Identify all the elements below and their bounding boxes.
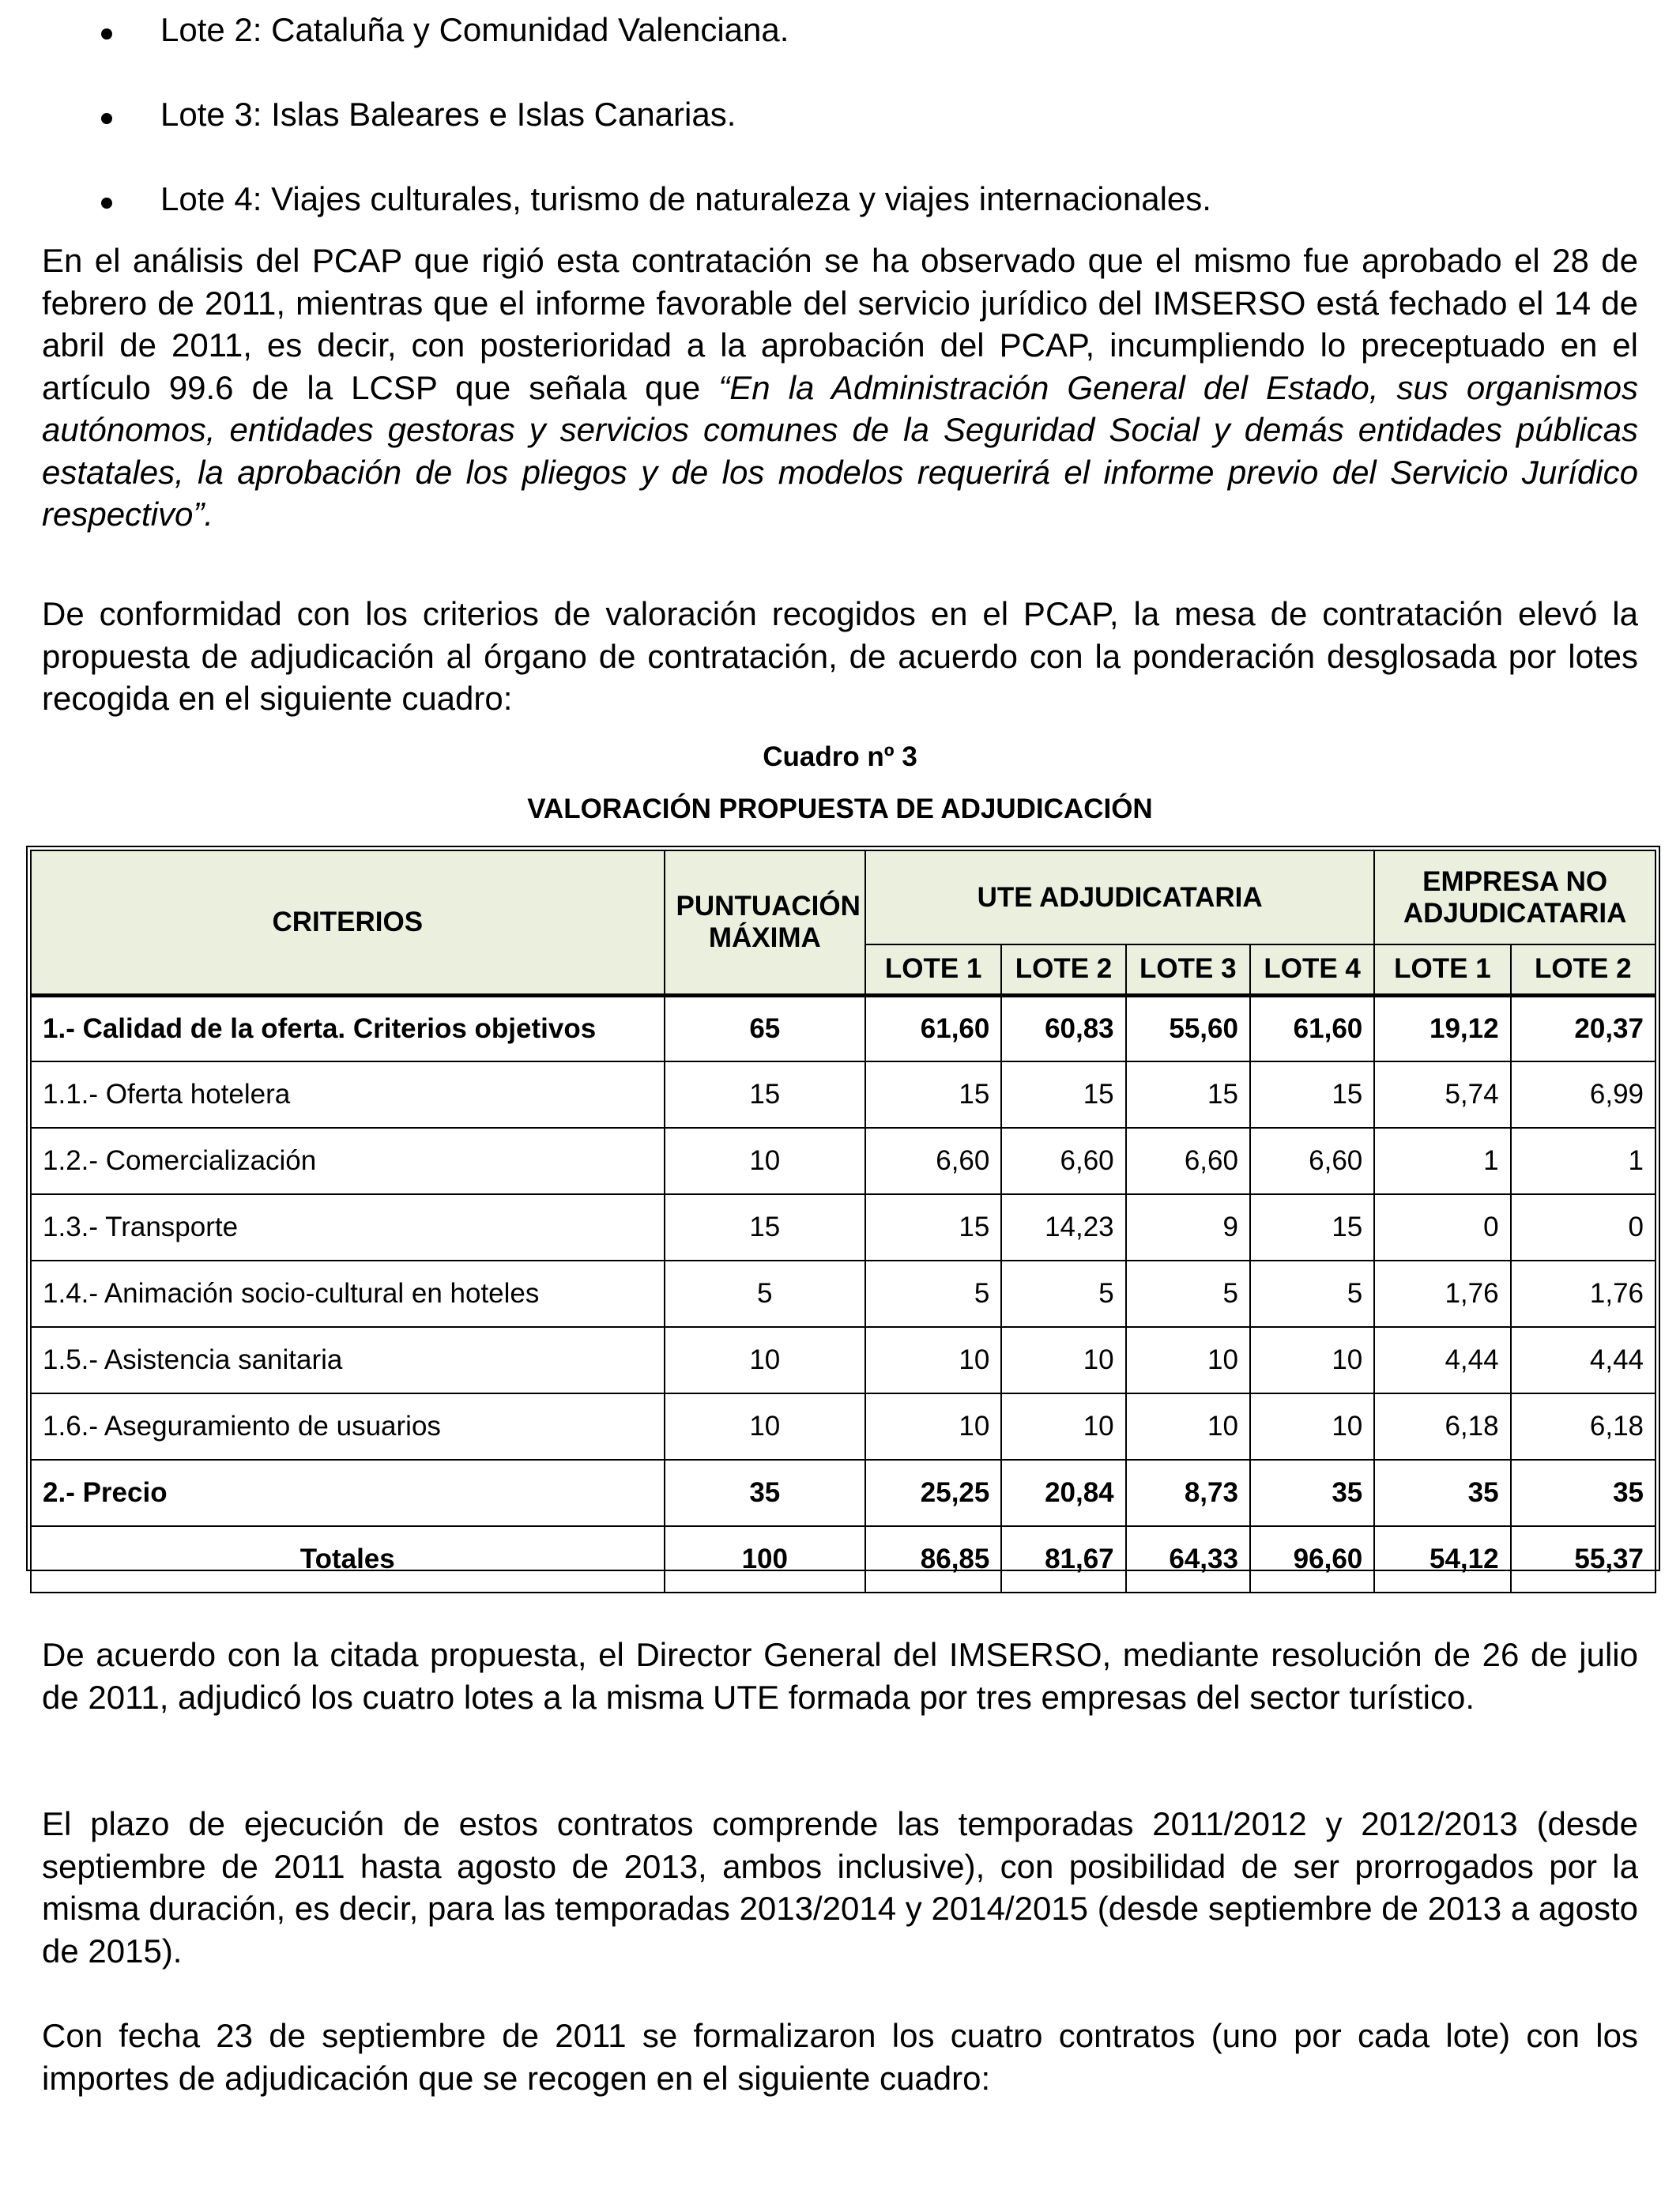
row-label: 1.2.- Comercialización — [31, 1128, 665, 1194]
row-label: 1.3.- Transporte — [31, 1194, 665, 1261]
cell-empresa-lote-1: 1 — [1374, 1128, 1510, 1194]
cell-ute-lote-3: 55,60 — [1126, 995, 1250, 1061]
cell-empresa-lote-1: 35 — [1374, 1460, 1510, 1526]
header-ute-lote-2: LOTE 2 — [1001, 944, 1125, 995]
cell-empresa-lote-2: 4,44 — [1511, 1327, 1656, 1393]
cell-ute-lote-1: 5 — [865, 1261, 1001, 1327]
header-criterios: CRITERIOS — [31, 850, 665, 995]
cell-empresa-lote-1: 6,18 — [1374, 1393, 1510, 1460]
table-row — [31, 1061, 1656, 1128]
cell-ute-lote-4: 5 — [1250, 1261, 1374, 1327]
cell-empresa-lote-2: 6,18 — [1511, 1393, 1656, 1460]
row-puntuacion-maxima: 5 — [665, 1261, 865, 1327]
header-ute-lote-1: LOTE 1 — [865, 944, 1001, 995]
row-label: 2.- Precio — [31, 1460, 665, 1526]
row-puntuacion-maxima: 100 — [665, 1526, 865, 1593]
table-row — [31, 1393, 1656, 1460]
cell-ute-lote-3: 64,33 — [1126, 1526, 1250, 1593]
header-empresa-lote-1: LOTE 1 — [1374, 944, 1510, 995]
header-ute-adjudicataria: UTE ADJUDICATARIA — [865, 850, 1374, 944]
cell-empresa-lote-1: 4,44 — [1374, 1327, 1510, 1393]
cell-ute-lote-1: 6,60 — [865, 1128, 1001, 1194]
row-puntuacion-maxima: 10 — [665, 1128, 865, 1194]
cell-ute-lote-2: 14,23 — [1001, 1194, 1125, 1261]
table-row — [31, 1460, 1656, 1526]
table-row — [31, 1194, 1656, 1261]
bullet-icon — [101, 198, 112, 209]
cell-ute-lote-1: 86,85 — [865, 1526, 1001, 1593]
cell-ute-lote-1: 61,60 — [865, 995, 1001, 1061]
header-puntuacion-maxima: PUNTUACIÓN MÁXIMA — [665, 850, 865, 995]
table-caption-title: VALORACIÓN PROPUESTA DE ADJUDICACIÓN — [527, 794, 1153, 824]
header-empresa-lote-2: LOTE 2 — [1511, 944, 1656, 995]
quote-lcsp: “En la Administración General del Estado, sus organismos autónomos, entidades gestoras y servicios comunes de la Seguridad Social y demás entidades públicas estatales, la aprobación de los pliegos y de los modelos requerirá el informe previo del Servicio Jurídico respectivo”. — [42, 368, 1638, 533]
cell-empresa-lote-2: 1,76 — [1511, 1261, 1656, 1327]
header-ute-lote-3: LOTE 3 — [1126, 944, 1250, 995]
cell-ute-lote-3: 8,73 — [1126, 1460, 1250, 1526]
cell-empresa-lote-2: 6,99 — [1511, 1061, 1656, 1128]
list-item: Lote 4: Viajes culturales, turismo de naturaleza y viajes internacionales. — [42, 175, 1638, 260]
lote-list — [42, 6, 1638, 260]
table-row — [31, 1526, 1656, 1593]
paragraph-pcap-analysis: En el análisis del PCAP que rigió esta contratación se ha observado que el mismo fue aprobado el 28 de febrero de 2011, mientras que el informe favorable del servicio jurídico del IMSERSO está fechado el 14 de abril de 2011, es decir, con posterioridad a la aprobación del PCAP, incumpliendo lo preceptuado en el artículo 99.6 de la LCSP que señala que “En la Administración General del Estado, sus organismos autónomos, entidades gestoras y servicios comunes de la Seguridad Social y demás entidades públicas estatales, la aprobación de los pliegos y de los modelos requerirá el informe previo del Servicio Jurídico respectivo”. — [42, 242, 1638, 533]
cell-ute-lote-3: 5 — [1126, 1261, 1250, 1327]
cell-ute-lote-1: 10 — [865, 1327, 1001, 1393]
cell-ute-lote-3: 6,60 — [1126, 1128, 1250, 1194]
row-puntuacion-maxima: 15 — [665, 1061, 865, 1128]
cell-ute-lote-2: 6,60 — [1001, 1128, 1125, 1194]
cell-ute-lote-2: 60,83 — [1001, 995, 1125, 1061]
cell-ute-lote-3: 10 — [1126, 1327, 1250, 1393]
cell-ute-lote-2: 10 — [1001, 1327, 1125, 1393]
table-caption-number: Cuadro nº 3 — [763, 741, 917, 772]
cell-empresa-lote-2: 35 — [1511, 1460, 1656, 1526]
table-row — [31, 995, 1656, 1061]
cell-ute-lote-4: 15 — [1250, 1061, 1374, 1128]
table-body — [31, 995, 1656, 1593]
valoracion-table — [30, 850, 1656, 1593]
paragraph-formalizacion: Con fecha 23 de septiembre de 2011 se formalizaron los cuatro contratos (uno por cada lote) con los importes de adjudicación que se recogen en el siguiente cuadro: — [42, 2017, 1638, 2097]
header-ute-lote-4: LOTE 4 — [1250, 944, 1374, 995]
row-puntuacion-maxima: 10 — [665, 1393, 865, 1460]
cell-ute-lote-4: 15 — [1250, 1194, 1374, 1261]
bullet-icon — [101, 28, 112, 40]
row-puntuacion-maxima: 10 — [665, 1327, 865, 1393]
cell-ute-lote-4: 96,60 — [1250, 1526, 1374, 1593]
bullet-icon — [101, 113, 112, 124]
cell-empresa-lote-1: 19,12 — [1374, 995, 1510, 1061]
cell-ute-lote-3: 15 — [1126, 1061, 1250, 1128]
cell-empresa-lote-2: 0 — [1511, 1194, 1656, 1261]
cell-empresa-lote-1: 1,76 — [1374, 1261, 1510, 1327]
list-item: Lote 3: Islas Baleares e Islas Canarias. — [42, 91, 1638, 175]
row-label: 1.6.- Aseguramiento de usuarios — [31, 1393, 665, 1460]
cell-ute-lote-4: 61,60 — [1250, 995, 1374, 1061]
cell-ute-lote-2: 5 — [1001, 1261, 1125, 1327]
row-puntuacion-maxima: 35 — [665, 1460, 865, 1526]
header-empresa-no-adjudicataria: EMPRESA NO ADJUDICATARIA — [1374, 850, 1656, 944]
valoracion-table-frame — [26, 846, 1660, 1574]
cell-empresa-lote-2: 1 — [1511, 1128, 1656, 1194]
row-puntuacion-maxima: 65 — [665, 995, 865, 1061]
list-item: Lote 2: Cataluña y Comunidad Valenciana. — [42, 6, 1638, 91]
cell-ute-lote-1: 10 — [865, 1393, 1001, 1460]
table-row — [31, 1327, 1656, 1393]
row-label: 1.4.- Animación socio-cultural en hoteles — [31, 1261, 665, 1327]
cell-empresa-lote-1: 54,12 — [1374, 1526, 1510, 1593]
row-label: 1.1.- Oferta hotelera — [31, 1061, 665, 1128]
cell-ute-lote-4: 6,60 — [1250, 1128, 1374, 1194]
cell-ute-lote-2: 81,67 — [1001, 1526, 1125, 1593]
table-row — [31, 1261, 1656, 1327]
cell-ute-lote-1: 15 — [865, 1194, 1001, 1261]
paragraph-criterios: De conformidad con los criterios de valoración recogidos en el PCAP, la mesa de contratación elevó la propuesta de adjudicación al órgano de contratación, de acuerdo con la ponderación desglosada por lotes recogida en el siguiente cuadro: — [42, 595, 1638, 717]
cell-ute-lote-3: 9 — [1126, 1194, 1250, 1261]
cell-ute-lote-4: 10 — [1250, 1393, 1374, 1460]
cell-ute-lote-1: 25,25 — [865, 1460, 1001, 1526]
cell-ute-lote-2: 20,84 — [1001, 1460, 1125, 1526]
paragraph-adjudicacion: De acuerdo con la citada propuesta, el Director General del IMSERSO, mediante resolución de 26 de julio de 2011, adjudicó los cuatro lotes a la misma UTE formada por tres empresas del sector turístico. — [42, 1636, 1638, 1716]
paragraph-plazo-ejecucion: El plazo de ejecución de estos contratos comprende las temporadas 2011/2012 y 2012/2013 (desde septiembre de 2011 hasta agosto de 2013, ambos inclusive), con posibilidad de ser prorrogados por la misma duración, es decir, para las temporadas 2013/2014 y 2014/2015 (desde septiembre de 2013 a agosto de 2015). — [42, 1805, 1638, 1970]
table-row — [31, 1128, 1656, 1194]
row-label: 1.- Calidad de la oferta. Criterios objetivos — [31, 995, 665, 1061]
cell-ute-lote-2: 10 — [1001, 1393, 1125, 1460]
cell-empresa-lote-2: 55,37 — [1511, 1526, 1656, 1593]
row-puntuacion-maxima: 15 — [665, 1194, 865, 1261]
cell-empresa-lote-1: 0 — [1374, 1194, 1510, 1261]
cell-ute-lote-3: 10 — [1126, 1393, 1250, 1460]
cell-empresa-lote-2: 20,37 — [1511, 995, 1656, 1061]
row-label: Totales — [31, 1526, 665, 1593]
cell-ute-lote-4: 35 — [1250, 1460, 1374, 1526]
cell-empresa-lote-1: 5,74 — [1374, 1061, 1510, 1128]
row-label: 1.5.- Asistencia sanitaria — [31, 1327, 665, 1393]
cell-ute-lote-1: 15 — [865, 1061, 1001, 1128]
cell-ute-lote-2: 15 — [1001, 1061, 1125, 1128]
cell-ute-lote-4: 10 — [1250, 1327, 1374, 1393]
